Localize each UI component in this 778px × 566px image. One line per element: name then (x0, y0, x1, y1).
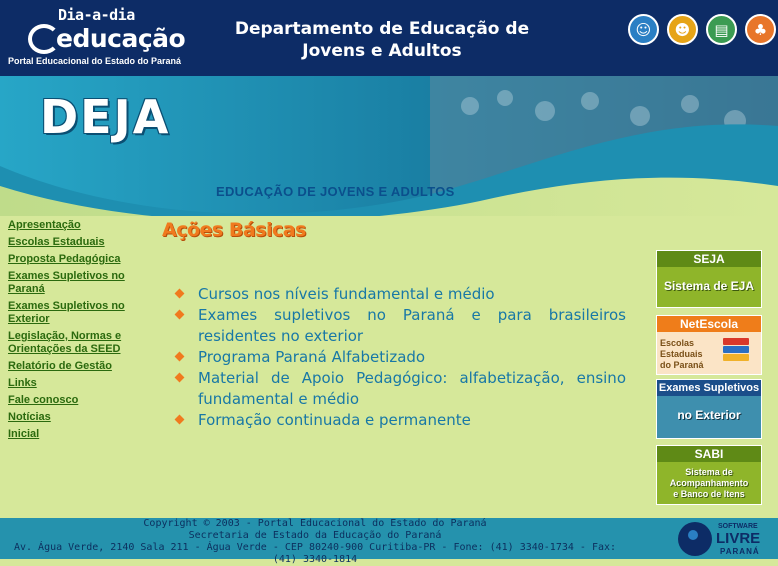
nav-link-inicial[interactable]: Inicial (8, 428, 40, 440)
deja-logo: DEJA (40, 90, 171, 144)
netescola-title: NetEscola (657, 316, 761, 332)
portal-sections (628, 14, 776, 45)
portal-logo[interactable] (6, 4, 206, 70)
nav-link-relatorio-gestao[interactable]: Relatório de Gestão (8, 360, 112, 372)
page-title-line-1: Departamento de Educação de (234, 19, 530, 39)
seja-body: Sistema de EJA (663, 279, 755, 293)
software-livre-badge[interactable] (676, 520, 776, 558)
main-content (150, 216, 638, 518)
left-navigation (0, 216, 150, 518)
exames-exterior-banner-link[interactable] (656, 379, 762, 439)
sabi-body-line-1: Sistema de (685, 467, 733, 477)
netescola-body-line-1: Escolas (660, 338, 695, 348)
sabi-banner-link[interactable] (656, 445, 762, 505)
sabi-body-line-2: Acompanhamento (669, 478, 749, 488)
badge-small-text: SOFTWARE (718, 523, 758, 530)
footer-text (0, 518, 630, 566)
logo-wordmark: educação (56, 24, 186, 53)
exames-body: no Exterior (677, 408, 741, 422)
nav-link-legislacao[interactable]: Legislação, Normas e Orientações da SEED (8, 330, 122, 355)
logo-subtitle: Portal Educacional do Estado do Paraná (8, 56, 182, 66)
logo-tagline: Dia-a-dia (58, 6, 135, 24)
software-livre-logo-icon (678, 522, 712, 556)
hero-banner (0, 76, 778, 216)
nav-link-exames-parana[interactable]: Exames Supletivos no Paraná (8, 270, 125, 295)
seja-title: SEJA (657, 251, 761, 267)
badge-big-text: LIVRE (716, 530, 761, 547)
nav-link-escolas-estaduais[interactable]: Escolas Estaduais (8, 236, 105, 248)
footer-secretaria: Secretaria de Estado da Educação do Paraná (188, 530, 442, 541)
netescola-body-line-2: Estaduais (660, 349, 703, 359)
books-icon (723, 338, 749, 364)
list-item: Programa Paraná Alfabetizado (174, 347, 626, 368)
section-heading: Ações Básicas (162, 219, 306, 241)
netescola-body-line-3: do Paraná (660, 360, 704, 370)
gestao-icon[interactable]: ▤ (706, 14, 737, 45)
actions-list (174, 284, 626, 431)
exames-title: Exames Supletivos (658, 382, 760, 394)
site-footer (0, 518, 778, 565)
sabi-title: SABI (657, 446, 761, 462)
sabi-body-line-3: e Banco de Itens (673, 489, 745, 499)
nav-link-proposta-pedagogica[interactable]: Proposta Pedagógica (8, 253, 121, 265)
badge-state-text: PARANÁ (720, 547, 760, 556)
list-item: Formação continuada e permanente (174, 410, 626, 431)
nav-link-noticias[interactable]: Notícias (8, 411, 51, 423)
list-item: Exames supletivos no Paraná e para brasileiros residentes no exterior (174, 305, 626, 347)
site-header (0, 0, 778, 76)
right-sidebar (638, 216, 778, 518)
footer-fax: (41) 3340-1814 (272, 554, 358, 565)
list-item: Cursos nos níveis fundamental e médio (174, 284, 626, 305)
nav-link-fale-conosco[interactable]: Fale conosco (8, 394, 79, 406)
educadores-icon[interactable]: ☻ (667, 14, 698, 45)
comunidade-icon[interactable]: ♣ (745, 14, 776, 45)
nav-link-links[interactable]: Links (8, 377, 37, 389)
page-title (212, 18, 552, 62)
aluno-icon[interactable]: ☺ (628, 14, 659, 45)
footer-copyright: Copyright © 2003 - Portal Educacional do Estado do Paraná (143, 518, 487, 529)
seja-banner-link[interactable] (656, 250, 762, 308)
list-item: Material de Apoio Pedagógico: alfabetização, ensino fundamental e médio (174, 368, 626, 410)
nav-link-exames-exterior[interactable]: Exames Supletivos no Exterior (8, 300, 125, 325)
banner-subtitle: EDUCAÇÃO DE JOVENS E ADULTOS (216, 184, 455, 199)
netescola-banner-link[interactable] (656, 315, 762, 375)
page-title-line-2: Jovens e Adultos (302, 41, 462, 61)
footer-address: Av. Água Verde, 2140 Sala 211 - Água Verde - CEP 80240-900 Curitiba-PR - Fone: (41) 3340-1734 - Fax: (13, 542, 617, 553)
nav-link-apresentacao[interactable]: Apresentação (8, 219, 81, 231)
sabi-body (657, 462, 761, 500)
